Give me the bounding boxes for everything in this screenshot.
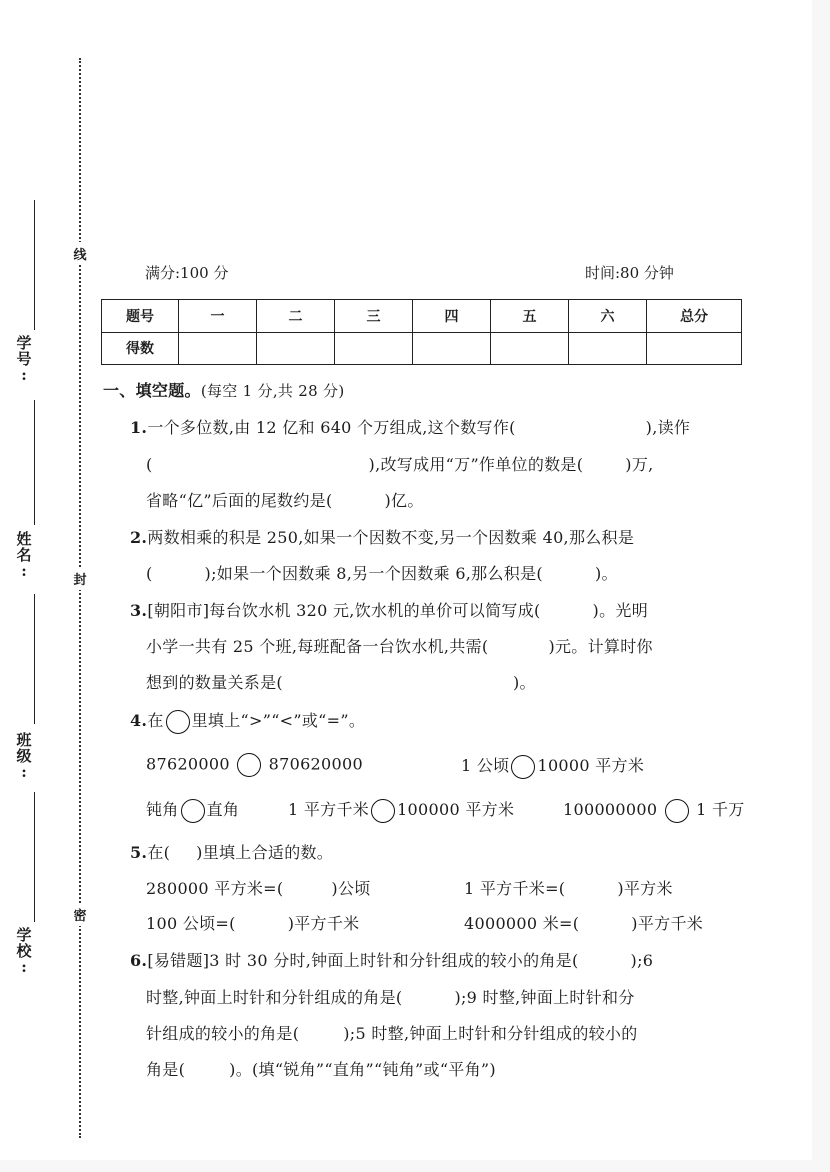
q4-text: 里填上“>”“<”或“=”。 — [191, 711, 366, 730]
class-line — [34, 594, 35, 724]
q4-value: 钝角 — [146, 800, 179, 819]
q4-value: 1 千万 — [696, 800, 745, 819]
table-cell: 四 — [413, 300, 491, 333]
q4-value: 87620000 — [146, 754, 230, 774]
q5-text: 280000 平方米=( — [146, 879, 284, 898]
q5-text: 在( — [147, 843, 171, 862]
section-title — [103, 378, 345, 401]
q5-text: )平方千米 — [631, 914, 704, 933]
q6-text: [易错题]3 时 30 分时,钟面上时针和分针组成的较小的角是( — [147, 951, 579, 970]
q4-number: 4. — [130, 711, 148, 730]
student-id-line — [34, 200, 35, 330]
q4-value: 100000 平方米 — [397, 800, 515, 819]
q5-item-b — [464, 876, 673, 899]
vertical-char: : — [21, 957, 27, 976]
q1-number: 1. — [130, 418, 148, 437]
seal-char-dense: 密 — [70, 903, 90, 926]
q5-text: 1 平方千米=( — [464, 879, 566, 898]
q1-text: 一个多位数,由 12 亿和 640 个万组成,这个数写作( — [147, 418, 516, 437]
full-score: 满分:100 分 — [145, 264, 229, 282]
q1-line3 — [146, 488, 424, 511]
q5-text: )公顷 — [331, 879, 371, 898]
q4-text: 在 — [147, 711, 164, 730]
section-note: (每空 1 分,共 28 分) — [200, 382, 345, 400]
table-cell: 题号 — [102, 300, 179, 333]
table-cell: 五 — [491, 300, 569, 333]
q4-title — [130, 708, 365, 734]
name-label — [14, 532, 34, 579]
q2-text: 两数相乘的积是 250,如果一个因数不变,另一个因数乘 40,那么积是 — [147, 528, 635, 547]
vertical-char: 名 — [16, 545, 32, 564]
q4-row2-a — [146, 797, 239, 823]
q3-text: )。光明 — [592, 601, 648, 620]
score-table — [101, 299, 742, 365]
q5-item-c — [146, 911, 359, 934]
score-table-header-row — [102, 300, 742, 333]
vertical-char: 号 — [16, 349, 32, 368]
q4-value: 870620000 — [268, 754, 363, 774]
q2-line1 — [130, 525, 634, 548]
table-cell: 总分 — [647, 300, 742, 333]
q1-text: 省略“亿”后面的尾数约是( — [146, 491, 333, 510]
compare-circle[interactable] — [371, 799, 395, 823]
q4-row1-a — [146, 753, 363, 777]
q5-text: )里填上合适的数。 — [196, 843, 334, 862]
q4-value: 100000000 — [563, 800, 658, 819]
q4-value: 1 平方千米 — [288, 800, 370, 819]
q3-line1 — [130, 598, 648, 621]
vertical-char: 班 — [16, 731, 32, 749]
vertical-char: : — [21, 762, 27, 781]
q4-row2-c — [563, 797, 745, 823]
vertical-char: 级 — [16, 746, 32, 765]
q4-row1-b — [461, 753, 644, 779]
q3-text: 小学一共有 25 个班,每班配备一台饮水机,共需( — [146, 637, 489, 656]
q5-title — [130, 840, 333, 863]
q3-text: )。 — [512, 673, 536, 692]
exam-time: 时间:80 分钟 — [585, 264, 674, 282]
table-cell: 得数 — [102, 332, 179, 365]
q1-text: ),改写成用“万”作单位的数是( — [368, 455, 584, 474]
q5-text: 4000000 米=( — [464, 914, 580, 933]
q2-text: );如果一个因数乘 8,另一个因数乘 6,那么积是( — [204, 564, 543, 583]
q4-value: 1 公顷 — [461, 756, 510, 775]
score-entry-cell[interactable] — [569, 332, 647, 365]
q6-text: )。(填“锐角”“直角”“钝角”或“平角”) — [229, 1060, 496, 1079]
q1-text: ( — [146, 455, 153, 474]
compare-circle[interactable] — [237, 753, 261, 777]
q1-text: ),读作 — [645, 418, 691, 437]
q6-line2 — [146, 985, 635, 1008]
vertical-char: 姓 — [16, 530, 32, 548]
q5-item-a — [146, 876, 371, 899]
q4-row2-b — [288, 797, 514, 823]
q2-text: )。 — [594, 564, 618, 583]
vertical-char: : — [21, 561, 27, 580]
q6-text: 时整,钟面上时针和分针组成的角是( — [146, 988, 403, 1007]
score-entry-cell[interactable] — [257, 332, 335, 365]
q4-value: 10000 平方米 — [537, 756, 645, 775]
student-id-label — [14, 336, 34, 383]
q6-line4 — [146, 1057, 496, 1080]
q5-text: )平方米 — [617, 879, 673, 898]
q3-text: 想到的数量关系是( — [146, 673, 283, 692]
class-label — [14, 733, 34, 780]
q6-number: 6. — [130, 951, 148, 970]
compare-circle[interactable] — [665, 799, 689, 823]
q2-text: ( — [146, 564, 153, 583]
vertical-char: 学 — [16, 926, 32, 944]
school-label — [14, 928, 34, 975]
q4-value: 直角 — [206, 800, 240, 819]
q2-line2 — [146, 561, 618, 584]
q6-line3 — [146, 1021, 638, 1044]
table-cell: 一 — [179, 300, 257, 333]
compare-circle[interactable] — [181, 799, 205, 823]
q6-text: 针组成的较小的角是( — [146, 1024, 300, 1043]
q6-text: );5 时整,钟面上时针和分针组成的较小的 — [343, 1024, 638, 1043]
q6-text: 角是( — [146, 1060, 186, 1079]
q6-text: );9 时整,钟面上时针和分 — [454, 988, 635, 1007]
q1-text: )万, — [625, 455, 654, 474]
q5-text: 100 公顷=( — [146, 914, 236, 933]
score-entry-cell[interactable] — [413, 332, 491, 365]
seal-dotted-line — [79, 58, 81, 1138]
q3-text: [朝阳市]每台饮水机 320 元,饮水机的单价可以简写成( — [147, 601, 541, 620]
q1-line2 — [146, 452, 654, 475]
vertical-char: 学 — [16, 334, 32, 352]
seal-char-seal: 封 — [70, 567, 90, 590]
q3-number: 3. — [130, 601, 148, 620]
score-table-score-row — [102, 332, 742, 365]
q6-text: );6 — [630, 951, 654, 970]
name-line — [34, 400, 35, 525]
q3-line2 — [146, 634, 653, 657]
q5-item-d — [464, 911, 703, 934]
q1-line1 — [130, 415, 690, 438]
score-entry-cell[interactable] — [335, 332, 413, 365]
vertical-char: 校 — [16, 941, 32, 960]
seal-char-line: 线 — [70, 242, 90, 265]
score-entry-cell[interactable] — [179, 332, 257, 365]
vertical-char: : — [21, 365, 27, 384]
section-title-text: 一、填空题。 — [103, 381, 201, 400]
q3-line3 — [146, 670, 536, 693]
score-entry-cell[interactable] — [491, 332, 569, 365]
table-cell: 二 — [257, 300, 335, 333]
q5-text: )平方千米 — [287, 914, 360, 933]
score-entry-cell[interactable] — [647, 332, 742, 365]
compare-circle — [166, 710, 190, 734]
q5-number: 5. — [130, 843, 148, 862]
q3-text: )元。计算时你 — [548, 637, 653, 656]
q2-number: 2. — [130, 528, 148, 547]
compare-circle[interactable] — [511, 755, 535, 779]
q6-line1 — [130, 948, 653, 971]
q1-text: )亿。 — [384, 491, 424, 510]
table-cell: 六 — [569, 300, 647, 333]
school-line — [34, 792, 35, 922]
table-cell: 三 — [335, 300, 413, 333]
